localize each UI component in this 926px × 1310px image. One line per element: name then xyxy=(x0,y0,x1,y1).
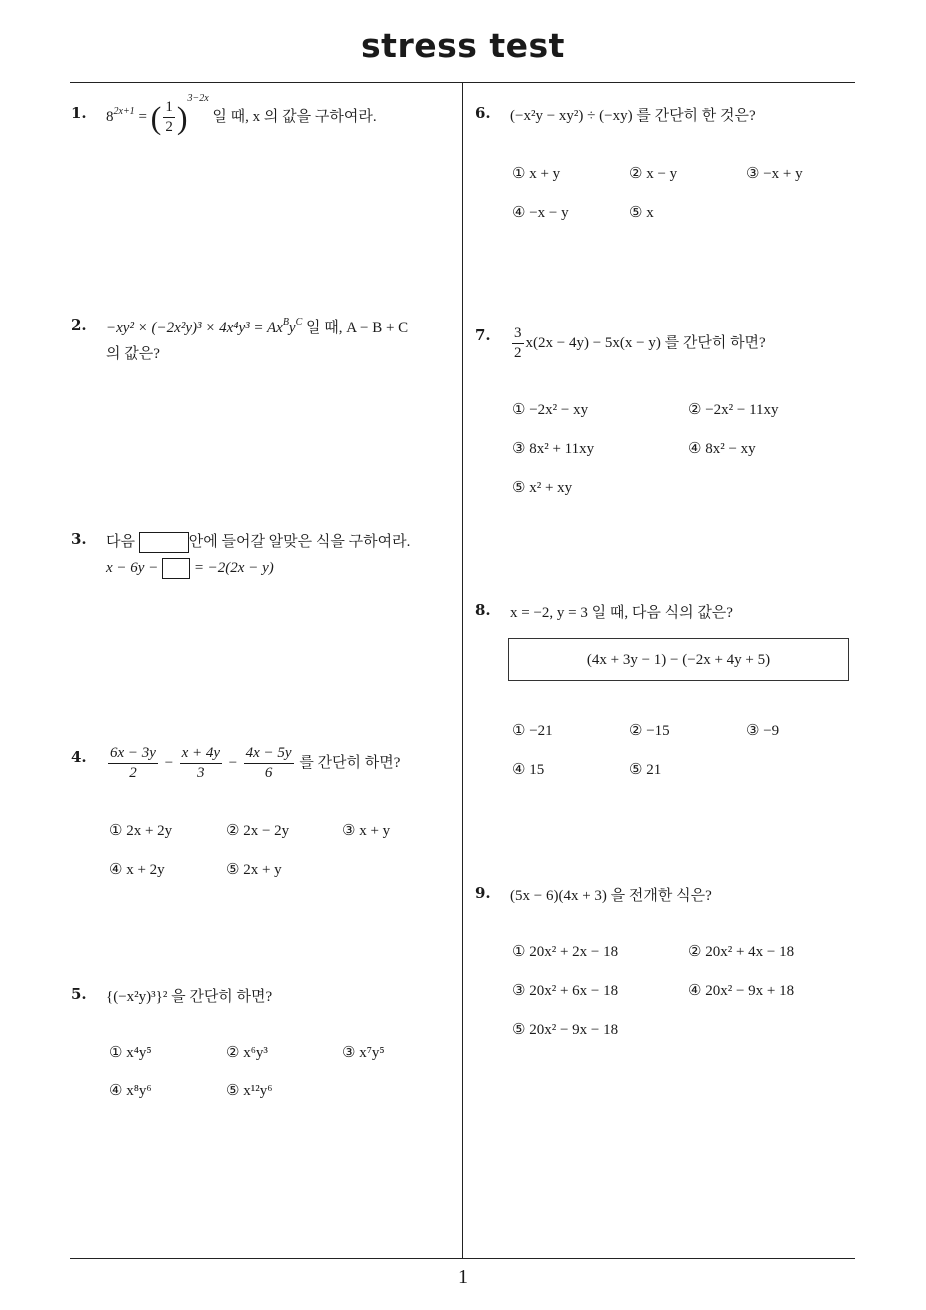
column-divider xyxy=(462,83,463,1258)
choice-4[interactable]: ④ 15 xyxy=(512,762,545,778)
expression-box: (4x + 3y − 1) − (−2x + 4y + 5) xyxy=(508,638,849,681)
choice-1[interactable]: ① x + y xyxy=(512,166,561,182)
choice-2[interactable]: ② 2x − 2y xyxy=(226,823,290,839)
question-text: $\frac{6x - 3y}{2}$ − $\frac{x + 4y}{3}$ − $\frac{4x - 5y}{6}$ 를 간단히 하면? xyxy=(110,745,401,781)
choice-2[interactable]: ② −15 xyxy=(629,723,670,739)
fraction: $\frac{4x - 5y}{6}$ xyxy=(245,745,292,781)
question-number: 6. xyxy=(475,104,491,122)
page-title: stress test xyxy=(361,26,565,65)
choice-4[interactable]: ④ 20x² − 9x + 18 xyxy=(688,983,795,999)
question-text: $8^{2x+1}$ = ( $\frac{1}{2}$ )$^{3-2x}$ 일 때, x 의 값을 구하여라. xyxy=(106,92,377,136)
choice-3[interactable]: ③ −9 xyxy=(746,723,780,739)
expr-base: 8 xyxy=(106,108,114,125)
choice-4[interactable]: ④ 8x² − xy xyxy=(688,441,756,457)
expr-exponent: 3−2x xyxy=(187,92,209,104)
bottom-divider xyxy=(70,1258,855,1259)
choice-3[interactable]: ③ 20x² + 6x − 18 xyxy=(512,983,619,999)
choice-4[interactable]: ④ x⁸y⁶ xyxy=(109,1083,152,1099)
choice-5[interactable]: ⑤ x¹²y⁶ xyxy=(226,1083,273,1099)
choice-5[interactable]: ⑤ x xyxy=(629,205,654,221)
question-number: 3. xyxy=(71,530,87,548)
fraction: $\frac{6x - 3y}{2}$ xyxy=(110,745,156,781)
choice-5[interactable]: ⑤ 2x + y xyxy=(226,862,282,878)
question-number: 1. xyxy=(71,104,87,122)
choice-3[interactable]: ③ 8x² + 11xy xyxy=(512,441,595,457)
choice-1[interactable]: ① 20x² + 2x − 18 xyxy=(512,944,619,960)
question-tail: 일 때, x 의 값을 구하여라. xyxy=(208,108,377,125)
question-text: (5x − 6)(4x + 3) 을 전개한 식은? xyxy=(510,888,712,904)
choice-2[interactable]: ② −2x² − 11xy xyxy=(688,402,779,418)
fraction: $\frac{3}{2}$ xyxy=(514,325,522,361)
question-number: 8. xyxy=(475,601,491,619)
question-expression: x − 6y − = −2(2x − y) xyxy=(106,556,274,580)
choice-2[interactable]: ② x − y xyxy=(629,166,678,182)
choice-1[interactable]: ① −21 xyxy=(512,723,553,739)
answer-blank xyxy=(139,532,189,553)
question-text: 다음 안에 들어갈 알맞은 식을 구하여라. xyxy=(106,530,410,554)
choice-3[interactable]: ③ x + y xyxy=(342,823,391,839)
question-number: 7. xyxy=(475,326,491,344)
question-number: 9. xyxy=(475,884,491,902)
question-number: 4. xyxy=(71,748,87,766)
choice-2[interactable]: ② 20x² + 4x − 18 xyxy=(688,944,795,960)
choice-1[interactable]: ① 2x + 2y xyxy=(109,823,173,839)
question-text: {(−x²y)³}² 을 간단히 하면? xyxy=(106,989,273,1005)
choice-5[interactable]: ⑤ x² + xy xyxy=(512,480,573,496)
question-text: (−x²y − xy²) ÷ (−xy) 를 간단히 한 것은? xyxy=(510,108,756,124)
choice-2[interactable]: ② x⁶y³ xyxy=(226,1045,268,1061)
choice-1[interactable]: ① −2x² − xy xyxy=(512,402,589,418)
question-text-line2: 의 값은? xyxy=(106,346,160,362)
choice-5[interactable]: ⑤ 21 xyxy=(629,762,662,778)
fraction: $\frac{x + 4y}{3}$ xyxy=(181,745,220,781)
expr-equals: = xyxy=(134,108,151,125)
choice-3[interactable]: ③ x⁷y⁵ xyxy=(342,1045,385,1061)
choice-4[interactable]: ④ −x − y xyxy=(512,205,569,221)
answer-blank xyxy=(162,558,190,579)
choice-5[interactable]: ⑤ 20x² − 9x − 18 xyxy=(512,1022,619,1038)
expr-exponent: 2x+1 xyxy=(113,105,135,117)
question-number: 5. xyxy=(71,985,87,1003)
choice-3[interactable]: ③ −x + y xyxy=(746,166,803,182)
choice-4[interactable]: ④ x + 2y xyxy=(109,862,165,878)
page-number: 1 xyxy=(458,1266,468,1288)
question-text: x = −2, y = 3 일 때, 다음 식의 값은? xyxy=(510,605,733,621)
question-number: 2. xyxy=(71,316,87,334)
fraction: $\frac{1}{2}$ xyxy=(165,99,173,135)
question-text: $\frac{3}{2}$ x(2x − 4y) − 5x(x − y) 를 간단히 하면? xyxy=(514,325,766,361)
choice-1[interactable]: ① x⁴y⁵ xyxy=(109,1045,152,1061)
question-text: $-xy^2 \times (-2x^2y)^3 \times 4x^4y^3 = Ax^By^C$ 일 때, A − B + C xyxy=(106,317,409,336)
